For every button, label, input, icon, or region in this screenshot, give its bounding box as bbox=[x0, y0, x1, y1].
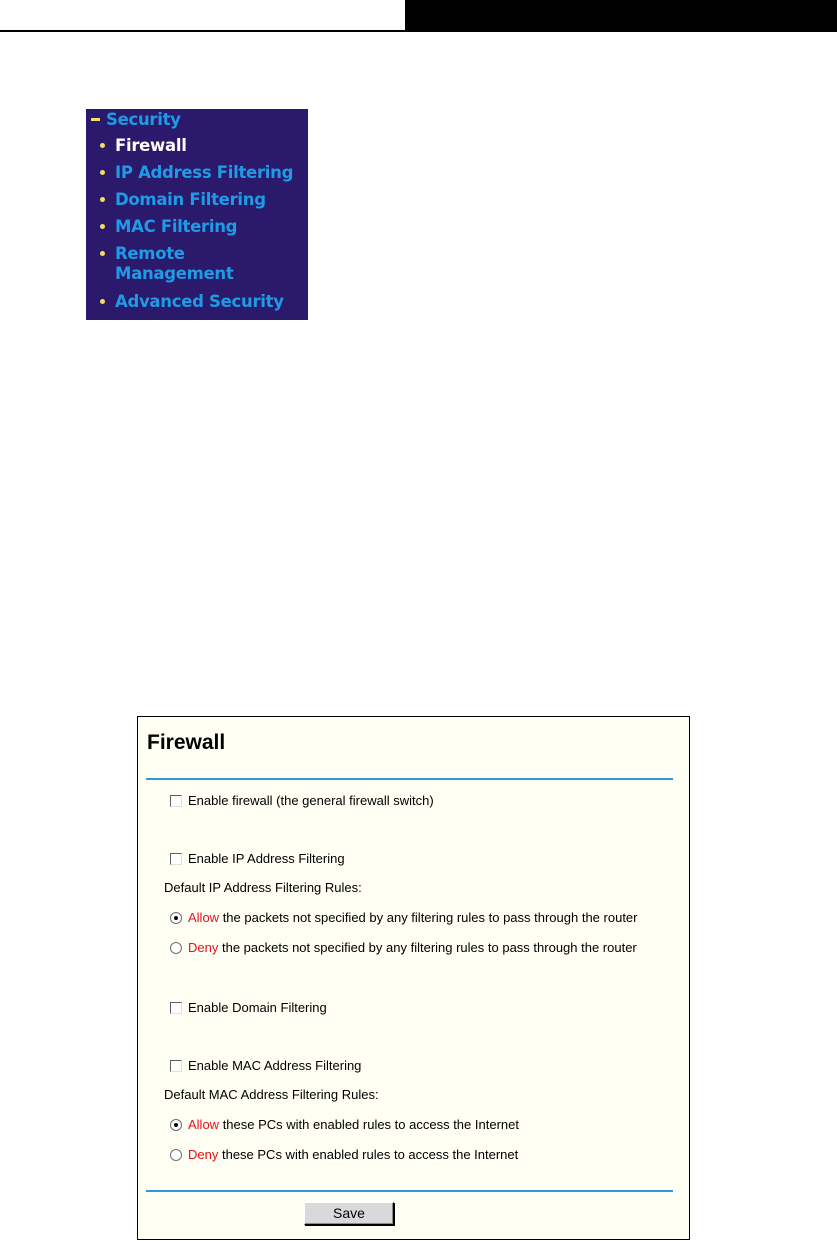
mac-allow-text: these PCs with enabled rules to access the Internet bbox=[219, 1117, 519, 1132]
enable-firewall-label: Enable firewall (the general firewall switch) bbox=[188, 793, 434, 808]
collapse-minus-icon bbox=[91, 118, 100, 121]
enable-ip-filtering-checkbox[interactable] bbox=[170, 853, 182, 865]
ip-allow-text: the packets not specified by any filtering rules to pass through the router bbox=[219, 910, 638, 925]
enable-mac-filtering-label: Enable MAC Address Filtering bbox=[188, 1058, 362, 1073]
enable-domain-filtering-checkbox[interactable] bbox=[170, 1002, 182, 1014]
deny-keyword: Deny bbox=[188, 940, 219, 955]
bullet-icon bbox=[100, 170, 105, 175]
enable-ip-filtering-label: Enable IP Address Filtering bbox=[188, 851, 345, 866]
bullet-icon bbox=[100, 143, 105, 148]
security-menu bbox=[86, 109, 308, 320]
menu-header-label: Security bbox=[106, 110, 181, 129]
menu-header-security[interactable] bbox=[91, 110, 181, 130]
mac-allow-radio[interactable] bbox=[170, 1119, 182, 1131]
menu-item-label: Domain Filtering bbox=[115, 190, 266, 209]
enable-domain-filtering-label: Enable Domain Filtering bbox=[188, 1000, 327, 1015]
mac-deny-text: these PCs with enabled rules to access the Internet bbox=[218, 1147, 519, 1162]
ip-deny-text: the packets not specified by any filtering rules to pass through the router bbox=[218, 940, 637, 955]
ip-deny-radio[interactable] bbox=[170, 942, 182, 954]
ip-allow-label bbox=[188, 909, 637, 927]
menu-item-label: Firewall bbox=[115, 136, 187, 155]
ip-rules-label: Default IP Address Filtering Rules: bbox=[164, 880, 362, 895]
bullet-icon bbox=[100, 224, 105, 229]
panel-title: Firewall bbox=[147, 731, 226, 754]
save-button[interactable]: Save bbox=[304, 1202, 394, 1225]
bullet-icon bbox=[100, 251, 105, 256]
mac-deny-radio[interactable] bbox=[170, 1149, 182, 1161]
header-black-bar bbox=[405, 0, 837, 30]
menu-item-label: Remote bbox=[115, 244, 185, 263]
menu-item-remote-management[interactable] bbox=[100, 244, 305, 284]
menu-item-label: MAC Filtering bbox=[115, 217, 238, 236]
mac-deny-label bbox=[188, 1146, 518, 1164]
allow-keyword: Allow bbox=[188, 910, 220, 925]
allow-keyword: Allow bbox=[188, 1117, 220, 1132]
menu-item-label-line2: Management bbox=[115, 264, 234, 283]
enable-mac-filtering-checkbox[interactable] bbox=[170, 1060, 182, 1072]
enable-firewall-checkbox[interactable] bbox=[170, 795, 182, 807]
mac-allow-label bbox=[188, 1116, 519, 1134]
bullet-icon bbox=[100, 299, 105, 304]
menu-item-label: IP Address Filtering bbox=[115, 163, 294, 182]
bottom-divider bbox=[146, 1190, 673, 1192]
top-divider bbox=[146, 778, 673, 780]
menu-item-label: Advanced Security bbox=[115, 292, 284, 311]
deny-keyword: Deny bbox=[188, 1147, 219, 1162]
ip-allow-radio[interactable] bbox=[170, 912, 182, 924]
firewall-panel bbox=[137, 716, 690, 1240]
ip-deny-label bbox=[188, 939, 637, 957]
mac-rules-label: Default MAC Address Filtering Rules: bbox=[164, 1087, 379, 1102]
bullet-icon bbox=[100, 197, 105, 202]
header-rule bbox=[0, 30, 837, 32]
